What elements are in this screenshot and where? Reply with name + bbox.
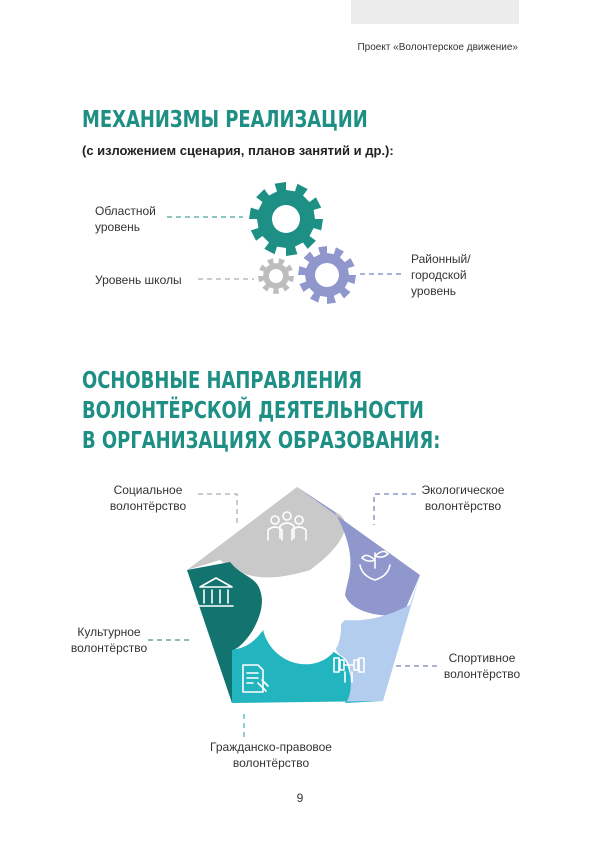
section-title-directions: ОСНОВНЫЕ НАПРАВЛЕНИЯ ВОЛОНТЁРСКОЙ ДЕЯТЕЛЬНОСТИ В ОРГАНИЗАЦИЯХ ОБРАЗОВАНИЯ: [82,368,441,454]
running-header: Проект «Волонтерское движение» [357,42,518,53]
segment-social [187,487,345,577]
label-school-level: Уровень школы [95,273,182,287]
label-civil: Гражданско-правовое волонтёрство [210,740,332,770]
label-regional-level: Областной уровень [95,204,156,234]
connector-ecological [374,494,416,525]
section-title-mechanisms: МЕХАНИЗМЫ РЕАЛИЗАЦИИ [82,107,368,133]
gear-medium-icon [298,246,356,304]
gear-large-icon [249,182,323,256]
label-cultural: Культурное волонтёрство [70,625,148,655]
label-sport: Спортивное волонтёрство [443,651,521,681]
section-subtitle: (с изложением сценария, планов занятий и др.): [82,143,394,158]
gear-small-icon [258,258,294,293]
label-ecological: Экологическое волонтёрство [421,483,505,513]
label-district-level: Районный/ городской уровень [411,252,471,298]
page-number: 9 [296,791,304,805]
label-social: Социальное волонтёрство [109,483,187,513]
connector-social [198,494,237,525]
